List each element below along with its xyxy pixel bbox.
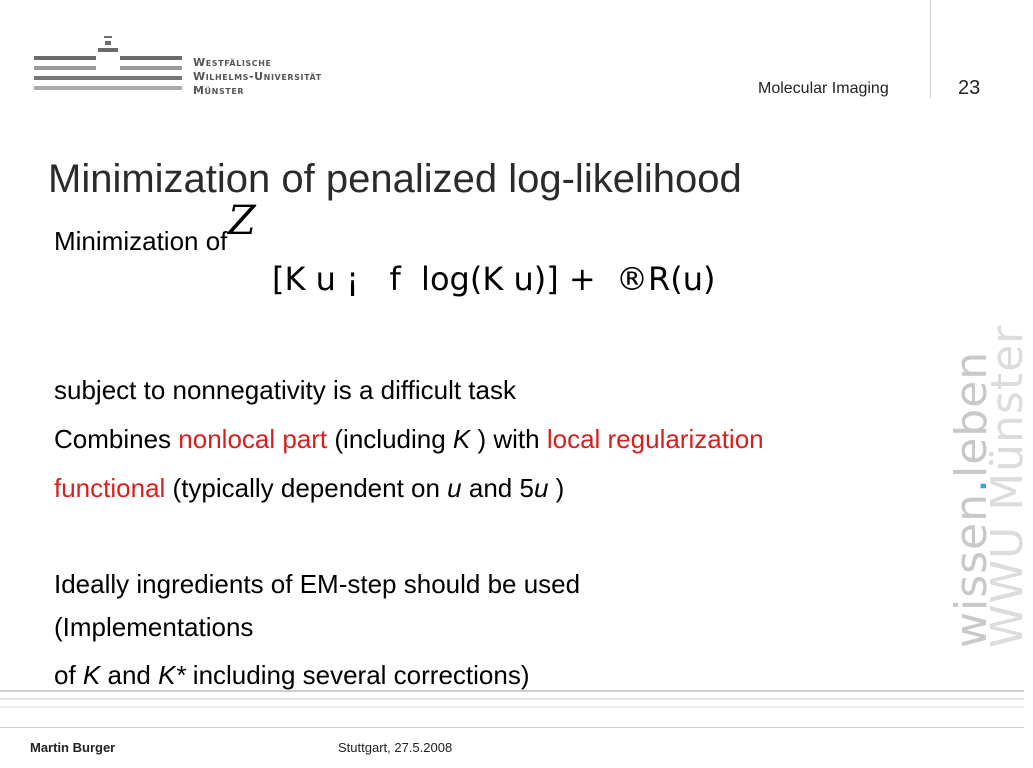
text-fragment: and — [100, 660, 159, 690]
highlight-local-regularization: local regularization — [546, 424, 764, 454]
page-number: 23 — [958, 77, 981, 99]
watermark-dot: . — [946, 477, 997, 493]
watermark-text: leben — [946, 350, 997, 478]
institution-name: Westfälische Wilhelms-Universität Münster — [193, 56, 322, 97]
bullet-line-3 — [54, 473, 564, 504]
symbol-u: u — [447, 473, 462, 503]
footer-divider — [0, 727, 1024, 728]
footer-place-date: Stuttgart, 27.5.2008 — [338, 740, 453, 755]
highlight-functional: functional — [54, 473, 166, 503]
footer-divider — [0, 690, 1024, 692]
watermark-text: wissen — [946, 492, 997, 648]
symbol-k: K — [82, 660, 101, 690]
header-divider — [930, 0, 931, 98]
intro-text: Minimization of — [54, 226, 228, 256]
text-fragment: ) — [548, 473, 565, 503]
text-fragment: including several corrections) — [185, 660, 530, 690]
symbol-k: K — [452, 424, 471, 454]
text-fragment: of — [54, 660, 83, 690]
bullet-line-6 — [54, 660, 530, 691]
footer-divider — [0, 706, 1024, 708]
symbol-k-star: K* — [158, 660, 186, 690]
text-fragment: and 5 — [461, 473, 534, 503]
watermark-subtext: WWU Münster — [982, 324, 1033, 648]
bullet-line-4: Ideally ingredients of EM-step should be used — [54, 569, 581, 599]
text-fragment: (typically dependent on — [165, 473, 448, 503]
footer-author: Martin Burger — [30, 740, 116, 755]
highlight-nonlocal: nonlocal part — [178, 424, 328, 454]
integral-sign: Z — [228, 198, 256, 244]
text-fragment: ) with — [470, 424, 547, 454]
symbol-u: u — [533, 473, 549, 503]
footer-divider — [0, 698, 1024, 700]
text-fragment: Combines — [54, 424, 179, 454]
bullet-line-2 — [54, 424, 764, 455]
formula: [K u ¡ f log(K u)] + ®R(u) — [272, 260, 716, 298]
bullet-line-1: subject to nonnegativity is a difficult task — [54, 375, 516, 405]
slide-title: Minimization of penalized log-likelihood — [48, 157, 742, 201]
header-title: Molecular Imaging — [758, 80, 889, 97]
bullet-line-5: (Implementations — [54, 612, 254, 642]
text-fragment: (including — [327, 424, 453, 454]
watermark — [946, 324, 1033, 648]
